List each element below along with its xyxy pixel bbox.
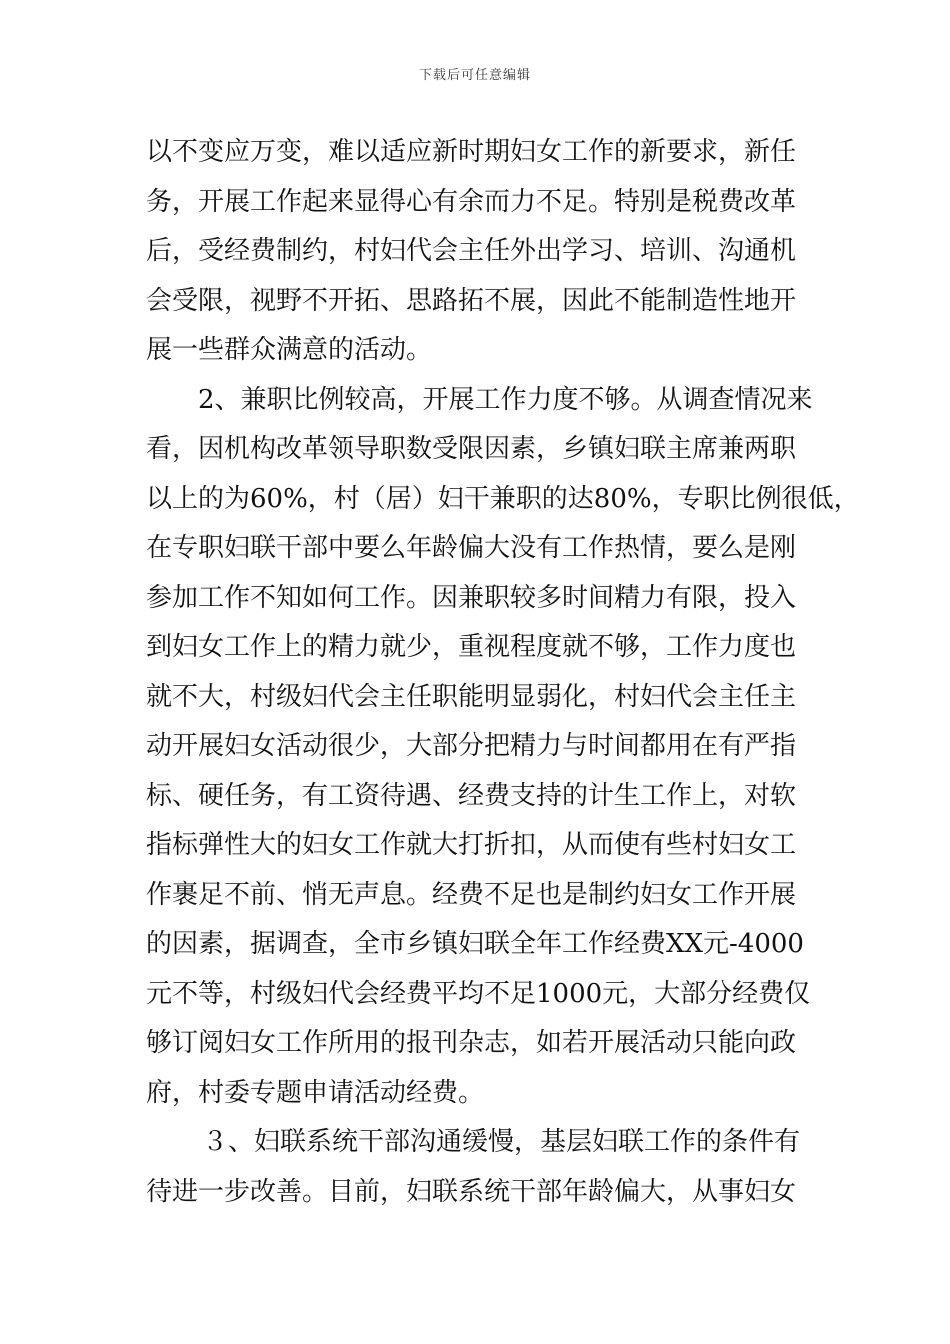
text-line: 标、硬任务，有工资待遇、经费支持的计生工作上，对软 (146, 780, 797, 811)
text-line: 以上的为60%，村（居）妇干兼职的达80%，专职比例很低， (146, 483, 860, 514)
page-header: 下载后可任意编辑 (418, 68, 531, 83)
document-body (146, 128, 860, 1217)
text-line: 展一些群众满意的活动。 (146, 335, 433, 365)
text-line: 会受限，视野不开拓、思路拓不展，因此不能制造性地开 (146, 285, 797, 316)
text-line: 的因素，据调查，全市乡镇妇联全年工作经费XX元-4000 (146, 929, 804, 959)
text-line: 指标弹性大的妇女工作就大打折扣，从而使有些村妇女工 (146, 830, 797, 860)
text-line: 动开展妇女活动很少，大部分把精力与时间都用在有严指 (146, 731, 797, 761)
text-line: 看，因机构改革领导职数受限因素，乡镇妇联主席兼两职 (146, 434, 797, 464)
text-line: 以不变应万变，难以适应新时期妇女工作的新要求，新任 (146, 137, 797, 167)
paragraph-start-line: 2、兼职比例较高，开展工作力度不够。从调查情况来 (198, 384, 813, 415)
text-line: 到妇女工作上的精力就少，重视程度就不够，工作力度也 (146, 632, 797, 662)
text-line: 够订阅妇女工作所用的报刊杂志，如若开展活动只能向政 (146, 1028, 797, 1058)
text-line: 作裹足不前、悄无声息。经费不足也是制约妇女工作开展 (146, 879, 797, 910)
paragraph-start-line: ３、妇联系统干部沟通缓慢，基层妇联工作的条件有 (202, 1127, 801, 1157)
text-line: 待进一步改善。目前，妇联系统干部年龄偏大，从事妇女 (146, 1176, 797, 1207)
text-line: 后，受经费制约，村妇代会主任外出学习、培训、沟通机 (146, 236, 797, 266)
text-line: 元不等，村级妇代会经费平均不足1000元，大部分经费仅 (146, 978, 811, 1009)
text-line: 参加工作不知如何工作。因兼职较多时间精力有限，投入 (146, 582, 797, 613)
text-line: 务，开展工作起来显得心有余而力不足。特别是税费改革 (146, 186, 797, 217)
text-line: 就不大，村级妇代会主任职能明显弱化，村妇代会主任主 (146, 681, 797, 712)
text-line: 府，村委专题申请活动经费。 (146, 1077, 485, 1108)
text-line: 在专职妇联干部中要么年龄偏大没有工作热情，要么是刚 (146, 533, 797, 563)
